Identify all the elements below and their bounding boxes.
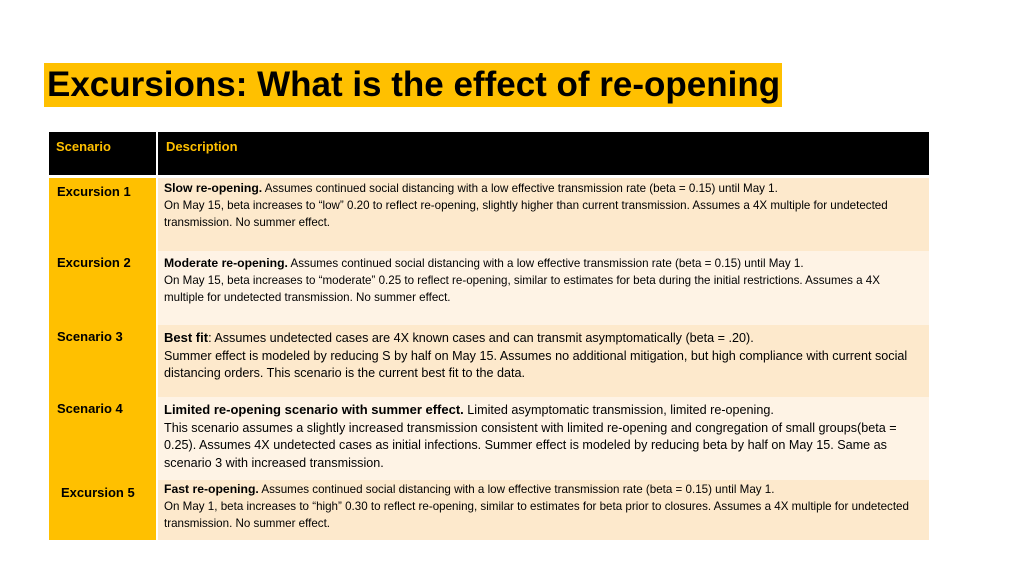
scenario-description-cell (157, 480, 929, 540)
slide-title: Excursions: What is the effect of re-opening (44, 63, 782, 107)
scenario-name: Excursion 5 (61, 485, 135, 500)
scenario-description-cell (157, 178, 929, 251)
scenario-name-cell (49, 251, 157, 325)
table-row (49, 251, 929, 325)
description-lead: Moderate re-opening. (164, 256, 288, 270)
scenario-description-cell (157, 397, 929, 480)
scenario-name-cell (49, 480, 157, 540)
description-lead: Best fit (164, 330, 209, 345)
scenario-name-cell (49, 397, 157, 480)
description-continuation: This scenario assumes a slightly increased transmission consistent with limited re-opening and congregation of small groups(beta = 0.25). Assumes 4X undetected cases as initial infections. Summer effect is modeled by reducing beta by half on May 15. Same as scenario 3 with increased transmission. (164, 420, 897, 470)
scenario-name: Excursion 1 (57, 184, 131, 199)
description-continuation: On May 15, beta increases to “moderate” 0.25 to reflect re-opening, similar to estimates for beta during the initial restrictions. Assumes a 4X multiple for undetected transmission. No summer effect. (164, 274, 880, 304)
table-row (49, 178, 929, 251)
description-continuation: Summer effect is modeled by reducing S by half on May 15. Assumes no additional mitigation, but high compliance with current social distancing orders. This scenario is the current best fit to the data. (164, 348, 908, 380)
scenario-table (49, 132, 929, 540)
description-continuation: On May 15, beta increases to “low” 0.20 to reflect re-opening, slightly higher than current transmission. Assumes a 4X multiple for undetected transmission. No summer effect. (164, 199, 888, 229)
table-row (49, 397, 929, 480)
scenario-name: Scenario 3 (57, 329, 123, 344)
description-lead: Fast re-opening. (164, 482, 259, 496)
description-continuation: On May 1, beta increases to “high” 0.30 to reflect re-opening, similar to estimates for beta prior to closures. Assumes a 4X multiple for undetected transmission. No summer effect. (164, 500, 909, 530)
table-row (49, 480, 929, 540)
scenario-name-cell (49, 178, 157, 251)
table-header-row (49, 132, 929, 175)
scenario-name: Scenario 4 (57, 401, 123, 416)
description-text: Assumes continued social distancing with a low effective transmission rate (beta = 0.15) until May 1. (262, 182, 778, 195)
scenario-name: Excursion 2 (57, 255, 131, 270)
header-description: Description (157, 132, 929, 175)
scenario-name-cell (49, 325, 157, 397)
description-text: Limited asymptomatic transmission, limited re-opening. (463, 403, 774, 417)
description-text: Assumes continued social distancing with a low effective transmission rate (beta = 0.15) until May 1. (287, 257, 804, 270)
header-scenario: Scenario (49, 132, 157, 175)
description-text: : Assumes undetected cases are 4X known cases and can transmit asymptomatically (beta = .20). (208, 331, 754, 345)
description-lead: Slow re-opening. (164, 181, 263, 195)
description-lead: Limited re-opening scenario with summer effect. (164, 402, 464, 417)
table-row (49, 325, 929, 397)
scenario-description-cell (157, 325, 929, 397)
description-text: Assumes continued social distancing with a low effective transmission rate (beta = 0.15) until May 1. (258, 483, 775, 496)
scenario-description-cell (157, 251, 929, 325)
